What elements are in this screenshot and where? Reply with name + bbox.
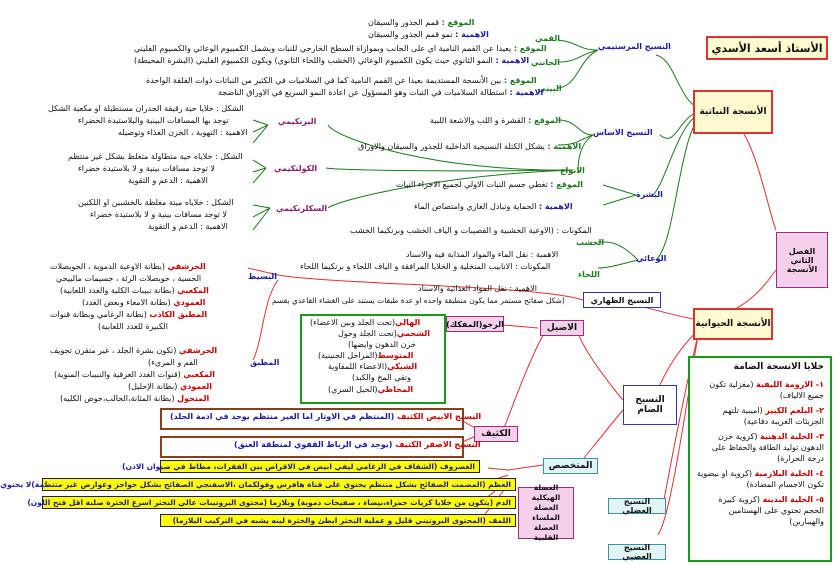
intercalary-imp-key: الاهمية :: [509, 88, 544, 97]
intercalary-imp-value: استطالة السلاميات في النبات وهو المسؤول عن اعادة النمو السريع في الاوراق الناضجة: [218, 88, 507, 97]
simple-k-0: الحرشفي: [167, 262, 206, 271]
phloem-components: المكونات : الانابيب المنخلية و الخلايا المرافقة و الياف اللحاء و برنكيما اللحاء: [300, 262, 551, 271]
cell-item-4: [696, 494, 824, 527]
ground-imp-key: الاهمية :: [547, 142, 582, 151]
cell-item-2: [696, 431, 824, 464]
chapter-two-node: الفصل الثاني الأنسجة: [776, 232, 828, 288]
lateral-pos-key: الموقع :: [513, 44, 547, 53]
apical-pos-key: الموقع :: [441, 18, 475, 27]
stratified-k-3: العمودي: [179, 382, 213, 391]
stratified-k-2: المكعبي: [183, 370, 215, 379]
epidermis-imp-value: الحماية وتبادل الغازي وامتصاص الماء: [414, 202, 537, 211]
loose-k-3: المتوسط: [377, 351, 414, 360]
specialized-node: المتخصص: [543, 458, 598, 474]
simple-v-3: (بطانة الامعاء وبعض الغدد): [82, 298, 171, 307]
connective-cells-title: خلايا الانسجة الضامة: [733, 362, 824, 372]
stratified-item-3: [128, 382, 212, 392]
simple-item-2: [60, 286, 209, 296]
sclerenchyma-item-2: الاهمية : الدعم و التقوية: [148, 222, 228, 231]
dense-node: الكثيف: [474, 426, 518, 442]
loose-v-6: (الحبل السري): [328, 385, 378, 394]
collenchyma-item-1: لا توجد مسافات بينية و لا بلاستيدة خضراء: [78, 164, 215, 173]
loose-k-6: المخاطي: [377, 385, 414, 394]
epidermis-position: [396, 180, 583, 190]
dense-white-text: [170, 412, 481, 422]
apical-position: [368, 18, 474, 28]
ground-position: [430, 116, 561, 126]
connective-node: النسيج الضام: [623, 385, 677, 425]
epithelial-node: النسيج الظهاري: [583, 292, 661, 308]
stratified-label: المطبق: [250, 358, 280, 367]
epidermis-pos-key: الموقع :: [550, 180, 584, 189]
simple-item-3: [82, 298, 205, 308]
lateral-pos-value: يعيدا عن القمم النامية اي على الجانب وبموازاة السطح الخارجي للنبات ويشمل الكمبيوم الوعائي والكمبيوم الفليني: [134, 44, 512, 53]
loose-k-4: الشبكي: [387, 362, 418, 371]
intercalary-pos-key: الموقع :: [503, 76, 537, 85]
stratified-k-4: المتحول: [177, 394, 210, 403]
ground-types: الانواع: [560, 166, 585, 175]
sclerenchyma-item-1: لا توجد مسافات بينية و لا بلاستيدة خضراء: [90, 210, 227, 219]
cell-k-1: ٢- البلعم الكبير: [765, 406, 824, 415]
simple-item-1: [56, 274, 201, 284]
ground-title: النسيج الاساس: [593, 128, 653, 137]
lateral-position: [134, 44, 547, 54]
ground-pos-value: القشرة و اللب والاشعة اللبية: [430, 116, 526, 125]
stratified-v-2: (قنوات الغدد العرقية والنبيبات المنوية): [54, 370, 181, 379]
sclerenchyma-label: السكلرنكيمي: [276, 204, 328, 213]
cell-v-0: (مغزلية تكون جميع الالياف): [709, 380, 824, 400]
simple-item-5: [98, 322, 168, 332]
loose-v-0: (تحت الجلد وبين الاعضاء): [310, 318, 396, 327]
loose-item-0: [310, 318, 420, 328]
loose-v-3: (المراحل الجنينية): [318, 351, 378, 360]
cell-item-1: [696, 405, 824, 427]
loose-v-2: خزن الدهون وايضها): [348, 340, 416, 349]
parenchyma-label: البرنكيمي: [278, 117, 317, 126]
loose-v-4: (الاعضاء اللمفاوية: [328, 362, 388, 371]
simple-v-4: (بطانة الرغامي وبطانة قنوات: [50, 310, 147, 319]
parenchyma-item-1: توجد بها المسافات البينية والبلاستيدة الخضراء: [78, 116, 229, 125]
loose-item-5: [352, 373, 411, 383]
loose-v-5: وتقي المخ والكبد): [352, 373, 412, 382]
collenchyma-label: الكولنكيمي: [274, 164, 318, 173]
phloem-importance: الاهمية : نقل المواد الغذائية والاسناد: [418, 284, 537, 293]
stratified-item-1: [148, 358, 198, 368]
meristem-title: النسيج المرستيمي: [598, 42, 671, 51]
special-blood: الدم (يتكون من خلايا كريات حمراء،بيضاء ، صفيحات دموية) وبلازما (محتوى البروتينات عالي التخثر اسرع الخثرة صلبة اقل فتح اللون): [42, 496, 516, 509]
epidermis-importance: [414, 202, 573, 212]
author-title: الأستاذ أسعد الأسدي: [706, 36, 828, 60]
cell-k-2: ٣- الخلية الدهنية: [760, 432, 824, 441]
cell-k-0: ١- الارومة الليفية: [755, 380, 824, 389]
epidermis-pos-value: تغطي جسم النبات الاولي لجميع الاجزاء النبات: [396, 180, 548, 189]
loose-node: الرخو(المفكك): [446, 316, 504, 332]
intercalary-pos-value: بين الأنسجة المستديمة بعيدا عن القمم النامية كما في السلاميات في الكثير من النباتات ذوات الفلقة الواحدة: [146, 76, 502, 85]
parenchyma-item-2: الاهمية : التهوية ، الخزن الغذاء وتوصيله: [118, 128, 248, 137]
xylem-label: الخشب: [576, 238, 605, 247]
lateral-label: الجانبي: [531, 58, 560, 67]
loose-item-2: [348, 340, 416, 350]
stratified-v-0: (تكون بشرة الجلد ، غير متقرن تجويف: [50, 346, 177, 355]
cell-k-4: ٥- الخلية البدينة: [762, 495, 824, 504]
ground-imp-value: يشكل الكتلة النسيجية الداخلية للجذور والسيقان والاوراق: [358, 142, 545, 151]
loose-v-1: (تحت الجلد وحول: [338, 329, 397, 338]
loose-k-0: الهالي: [395, 318, 421, 327]
simple-v-2: (بطانة نبيبات الكلية والغدد اللعابية): [60, 286, 175, 295]
loose-item-6: [328, 385, 413, 395]
simple-v-1: الحسية ، حويصلات الرئة ، جسيمات مالبيجي: [56, 274, 202, 283]
stratified-v-1: الفم و المريء): [148, 358, 198, 367]
cell-item-0: [696, 379, 824, 401]
nerve-node: النسيج العصبي: [608, 544, 666, 560]
stratified-k-0: الحرشفي: [178, 346, 218, 355]
special-lymph: اللمف (المحتوى البروتيني قليل و عملية التخثر ابطئ والخثرة لينه يشبه في التركيب البلازما): [160, 514, 516, 527]
stratified-item-4: [60, 394, 209, 404]
ground-pos-key: الموقع :: [528, 116, 561, 125]
connective-cells-box: [688, 356, 832, 562]
simple-k-2: المكعبي: [177, 286, 209, 295]
animal-tissues-node: الأنسجة الحيوانية: [693, 308, 773, 340]
apical-imp-key: الاهمية :: [455, 30, 489, 39]
xylem-components: المكونات : (الاوعية الخشبية و القصيبات و الياف الخشب وبرنكيما الخشب: [350, 226, 592, 235]
simple-v-5: الكبيرة للغدد اللعابية): [98, 322, 168, 331]
loose-item-3: [318, 351, 413, 361]
simple-item-4: [50, 310, 207, 320]
loose-k-1: الشحمي: [396, 329, 430, 338]
dense-white-value: (المنتظم في الاوتار اما الغير منتظم يوجد في ادمة الجلد): [170, 412, 395, 421]
special-bone: العظم (المصمت الصفائح بشكل منتظم يحتوي على قناة هافرس وفولكمان ،الاسفنجي الصفائح بشكل حواجز وعوارض غير منتظمة)لا يحتوي: [42, 478, 516, 491]
stratified-v-3: (بطانة الإحليل): [128, 382, 178, 391]
stratified-item-2: [54, 370, 215, 380]
simple-k-3: العمودي: [173, 298, 206, 307]
intercalary-importance: [218, 88, 543, 98]
muscle-types-node: العضلة الهيكلية العضلة الملساء العضلة القلبية: [518, 487, 574, 539]
simple-item-0: [50, 262, 206, 272]
dense-white-key: النسيج الابيض الكثيف: [397, 412, 482, 421]
xylem-importance: الاهمية : نقل الماء والمواد المذابة فيه والاسناد: [406, 250, 559, 259]
simple-v-0: (بطانة الاوعية الدموية ، الحويصلات: [50, 262, 165, 271]
apical-pos-value: قمم الجذور والسيقان: [368, 18, 440, 27]
simple-label: البسيط: [248, 272, 277, 281]
collenchyma-item-0: الشكل : خلاياه حية متطاولة متغلظ بشكل غير منتظم: [68, 152, 243, 161]
cell-v-1: (اميبية تلتهم الجزيئات الغريبة دفاعية): [722, 406, 824, 426]
muscle-node: النسيج العضلي: [608, 498, 666, 514]
phloem-label: اللحاء: [578, 270, 600, 279]
sclerenchyma-item-0: الشكل : خلاياه ميتة مغلظة بالخشبين او اللكنين: [78, 198, 234, 207]
parenchyma-item-0: الشكل : خلايا حية رقيقة الجدران مستطيلة او مكعبة الشكل: [48, 104, 244, 113]
simple-k-4: المطبق الكاذب: [149, 310, 208, 319]
cell-v-3: (كروية او بيضوية تكون الاجسام المضادة): [696, 469, 824, 489]
vascular-title: الوعائي: [636, 254, 667, 263]
epidermis-imp-key: الاهمية :: [538, 202, 573, 211]
intercalary-label: البيني: [538, 84, 562, 93]
dense-yellow-text: [234, 440, 481, 450]
special-cartilage: الغضروف (الشفاف في الرغامي ليفي ابيض في الاقراص بين الفقرات، مطاط في صيوان الاذن): [160, 460, 480, 473]
apical-importance: [368, 30, 489, 40]
dense-yellow-key: النسيج الاصفر الكثيف: [395, 440, 481, 449]
dense-yellow-value: (يوجد في الرباط القفوي لمنطقة العنق): [234, 440, 393, 449]
cell-v-2: (كروية خزن الدهون توليد الطاقة والحفاظ على درجة الحرارة): [711, 432, 824, 463]
cell-item-3: [696, 468, 824, 490]
apical-imp-value: نمو قمم الجذور والسيقان: [368, 30, 453, 39]
ground-importance: [358, 142, 581, 152]
loose-item-4: [328, 362, 417, 372]
lateral-imp-value: النمو الثانوي حيث يكون الكمبيوم الوعائي (الخشب واللحاء الثانوي) ويكون الكمبيوم الفليني (البشرة المحيطة): [134, 56, 493, 65]
intercalary-position: [146, 76, 537, 86]
epidermis-title: البشرة: [636, 190, 663, 199]
epithelial-definition: (شكل صفائح مستمر مما يكون منطبقة واحده او عدة طبقات يستند على الغشاء القاعدي يقسم: [272, 296, 565, 305]
loose-item-1: [338, 329, 430, 339]
apical-label: القمي: [535, 34, 560, 43]
lateral-importance: [134, 56, 529, 66]
proper-node: الاصيل: [540, 320, 584, 336]
stratified-v-4: (بطانة المثانة،الحالب،حوض الكليه): [60, 394, 175, 403]
collenchyma-item-2: الاهمية : الدعم و التقوية: [128, 176, 208, 185]
stratified-item-0: [50, 346, 217, 356]
lateral-imp-key: الاهمية :: [495, 56, 530, 65]
cell-k-3: ٤- الخلية البلازمية: [754, 469, 824, 478]
plant-tissues-node: الأنسجة النباتية: [693, 90, 773, 134]
cell-v-4: (كروية كبيرة الحجم تحتوي على الهستامين والهيبارين): [718, 495, 824, 526]
